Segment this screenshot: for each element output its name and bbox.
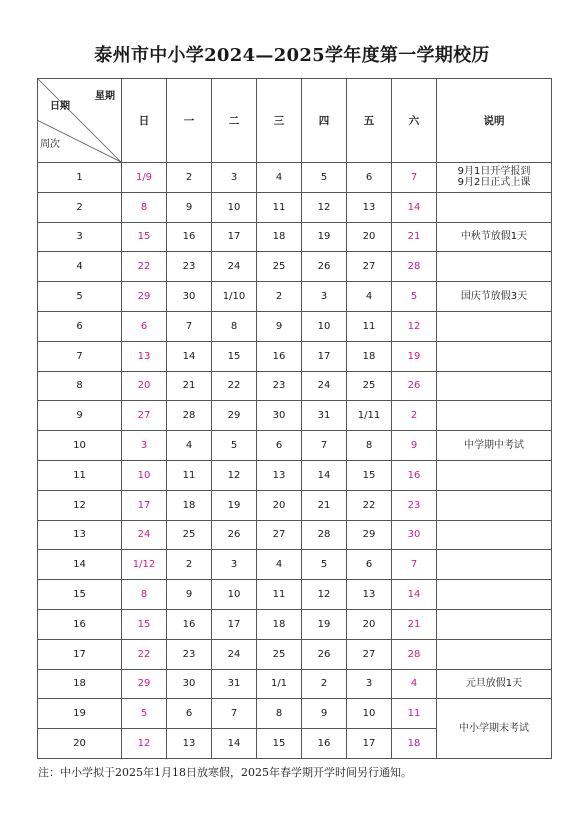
week-number-cell: 15: [38, 580, 122, 610]
date-cell-wed: 8: [257, 699, 302, 729]
date-cell-fri: 20: [347, 222, 392, 252]
date-cell-sat: 4: [392, 669, 437, 699]
note-cell: [437, 163, 552, 193]
date-cell-tue: 26: [212, 520, 257, 550]
week-number-cell: 2: [38, 192, 122, 222]
date-cell-thu: 17: [302, 341, 347, 371]
note-cell: [437, 490, 552, 520]
note-cell: [437, 550, 552, 580]
date-cell-tue: 24: [212, 639, 257, 669]
school-calendar-table: [37, 78, 552, 759]
date-cell-thu: 14: [302, 460, 347, 490]
date-cell-wed: 9: [257, 311, 302, 341]
date-cell-thu: 7: [302, 431, 347, 461]
date-cell-mon: 4: [167, 431, 212, 461]
day-header-fri: 五: [347, 79, 392, 163]
date-cell-sun: 15: [122, 222, 167, 252]
note-cell: [437, 282, 552, 312]
week-number-cell: 3: [38, 222, 122, 252]
week-number-cell: 5: [38, 282, 122, 312]
date-cell-sun: 22: [122, 639, 167, 669]
table-row: [38, 669, 552, 699]
date-cell-sat: 12: [392, 311, 437, 341]
note-cell: [437, 252, 552, 282]
date-cell-wed: 1/1: [257, 669, 302, 699]
note-cell: [437, 311, 552, 341]
date-cell-fri: 8: [347, 431, 392, 461]
date-cell-fri: 17: [347, 729, 392, 759]
week-number-cell: 19: [38, 699, 122, 729]
date-cell-sun: 3: [122, 431, 167, 461]
table-row: [38, 580, 552, 610]
date-cell-sat: 14: [392, 192, 437, 222]
date-cell-mon: 13: [167, 729, 212, 759]
date-cell-sun: 8: [122, 192, 167, 222]
date-cell-wed: 27: [257, 520, 302, 550]
note-cell: [437, 699, 552, 759]
date-cell-thu: 19: [302, 609, 347, 639]
date-cell-mon: 2: [167, 163, 212, 193]
date-cell-sat: 26: [392, 371, 437, 401]
table-row: [38, 460, 552, 490]
date-cell-mon: 21: [167, 371, 212, 401]
note-cell: [437, 580, 552, 610]
date-cell-mon: 9: [167, 580, 212, 610]
date-cell-tue: 7: [212, 699, 257, 729]
date-cell-sat: 7: [392, 550, 437, 580]
corner-week-label: 周次: [40, 139, 60, 150]
table-row: [38, 401, 552, 431]
note-text: 9月2日正式上课: [457, 177, 531, 189]
date-cell-mon: 30: [167, 282, 212, 312]
date-cell-sun: 15: [122, 609, 167, 639]
date-cell-sat: 23: [392, 490, 437, 520]
date-cell-tue: 10: [212, 192, 257, 222]
note-cell: [437, 431, 552, 461]
date-cell-mon: 28: [167, 401, 212, 431]
table-row: [38, 252, 552, 282]
week-number-cell: 9: [38, 401, 122, 431]
note-cell: [437, 192, 552, 222]
date-cell-mon: 16: [167, 609, 212, 639]
table-row: [38, 192, 552, 222]
footnote: 注：中小学拟于2025年1月18日放寒假，2025年春学期开学时间另行通知。: [38, 766, 412, 779]
day-header-thu: 四: [302, 79, 347, 163]
date-cell-mon: 25: [167, 520, 212, 550]
week-number-cell: 6: [38, 311, 122, 341]
date-cell-mon: 7: [167, 311, 212, 341]
note-text: 元旦放假1天: [465, 678, 523, 690]
notes-header: 说明: [437, 79, 552, 163]
day-header-mon: 一: [167, 79, 212, 163]
date-cell-sun: 1/12: [122, 550, 167, 580]
day-header-sat: 六: [392, 79, 437, 163]
date-cell-tue: 14: [212, 729, 257, 759]
table-row: [38, 520, 552, 550]
date-cell-thu: 26: [302, 252, 347, 282]
date-cell-sat: 11: [392, 699, 437, 729]
date-cell-sat: 19: [392, 341, 437, 371]
date-cell-wed: 13: [257, 460, 302, 490]
date-cell-fri: 27: [347, 252, 392, 282]
date-cell-thu: 26: [302, 639, 347, 669]
table-row: [38, 341, 552, 371]
date-cell-tue: 8: [212, 311, 257, 341]
date-cell-wed: 4: [257, 163, 302, 193]
date-cell-sun: 29: [122, 669, 167, 699]
note-cell: [437, 460, 552, 490]
date-cell-sat: 2: [392, 401, 437, 431]
date-cell-sun: 12: [122, 729, 167, 759]
table-row: [38, 163, 552, 193]
date-cell-sat: 14: [392, 580, 437, 610]
note-text: 9月1日开学报到: [457, 166, 531, 178]
week-number-cell: 1: [38, 163, 122, 193]
week-number-cell: 10: [38, 431, 122, 461]
week-number-cell: 20: [38, 729, 122, 759]
date-cell-wed: 23: [257, 371, 302, 401]
date-cell-thu: 10: [302, 311, 347, 341]
date-cell-thu: 9: [302, 699, 347, 729]
date-cell-thu: 12: [302, 580, 347, 610]
date-cell-fri: 3: [347, 669, 392, 699]
date-cell-thu: 24: [302, 371, 347, 401]
date-cell-thu: 3: [302, 282, 347, 312]
date-cell-sat: 21: [392, 609, 437, 639]
date-cell-tue: 1/10: [212, 282, 257, 312]
date-cell-tue: 5: [212, 431, 257, 461]
calendar-body: [38, 163, 552, 759]
date-cell-thu: 31: [302, 401, 347, 431]
date-cell-fri: 1/11: [347, 401, 392, 431]
date-cell-tue: 3: [212, 550, 257, 580]
date-cell-wed: 2: [257, 282, 302, 312]
date-cell-sat: 18: [392, 729, 437, 759]
table-row: [38, 639, 552, 669]
week-number-cell: 16: [38, 609, 122, 639]
note-text: 中学期中考试: [464, 440, 524, 452]
date-cell-mon: 16: [167, 222, 212, 252]
date-cell-sun: 17: [122, 490, 167, 520]
date-cell-tue: 15: [212, 341, 257, 371]
date-cell-fri: 25: [347, 371, 392, 401]
date-cell-fri: 29: [347, 520, 392, 550]
date-cell-wed: 18: [257, 222, 302, 252]
date-cell-fri: 6: [347, 163, 392, 193]
date-cell-wed: 25: [257, 639, 302, 669]
note-cell: [437, 520, 552, 550]
date-cell-tue: 12: [212, 460, 257, 490]
date-cell-fri: 13: [347, 192, 392, 222]
week-number-cell: 13: [38, 520, 122, 550]
date-cell-thu: 5: [302, 550, 347, 580]
date-cell-sat: 21: [392, 222, 437, 252]
date-cell-tue: 19: [212, 490, 257, 520]
day-header-wed: 三: [257, 79, 302, 163]
note-cell: [437, 341, 552, 371]
corner-header-cell: [38, 79, 122, 163]
table-row: [38, 490, 552, 520]
table-row: [38, 550, 552, 580]
date-cell-wed: 11: [257, 580, 302, 610]
date-cell-thu: 2: [302, 669, 347, 699]
table-row: [38, 609, 552, 639]
date-cell-wed: 11: [257, 192, 302, 222]
date-cell-tue: 10: [212, 580, 257, 610]
note-cell: [437, 639, 552, 669]
date-cell-fri: 22: [347, 490, 392, 520]
date-cell-mon: 23: [167, 252, 212, 282]
week-number-cell: 4: [38, 252, 122, 282]
date-cell-mon: 30: [167, 669, 212, 699]
note-cell: [437, 401, 552, 431]
day-header-sun: 日: [122, 79, 167, 163]
date-cell-sun: 10: [122, 460, 167, 490]
date-cell-mon: 23: [167, 639, 212, 669]
date-cell-wed: 18: [257, 609, 302, 639]
date-cell-thu: 16: [302, 729, 347, 759]
week-number-cell: 7: [38, 341, 122, 371]
table-row: [38, 222, 552, 252]
date-cell-sun: 5: [122, 699, 167, 729]
week-number-cell: 11: [38, 460, 122, 490]
date-cell-wed: 30: [257, 401, 302, 431]
date-cell-fri: 15: [347, 460, 392, 490]
date-cell-thu: 28: [302, 520, 347, 550]
date-cell-sun: 24: [122, 520, 167, 550]
date-cell-sat: 9: [392, 431, 437, 461]
date-cell-sat: 16: [392, 460, 437, 490]
date-cell-tue: 22: [212, 371, 257, 401]
date-cell-tue: 17: [212, 609, 257, 639]
date-cell-tue: 3: [212, 163, 257, 193]
date-cell-mon: 18: [167, 490, 212, 520]
date-cell-sun: 13: [122, 341, 167, 371]
date-cell-sat: 7: [392, 163, 437, 193]
week-number-cell: 12: [38, 490, 122, 520]
date-cell-wed: 20: [257, 490, 302, 520]
page-title: 泰州市中小学2024—2025学年度第一学期校历: [94, 45, 490, 66]
date-cell-sun: 27: [122, 401, 167, 431]
date-cell-thu: 5: [302, 163, 347, 193]
note-cell: [437, 609, 552, 639]
date-cell-sat: 28: [392, 639, 437, 669]
date-cell-sun: 6: [122, 311, 167, 341]
date-cell-tue: 31: [212, 669, 257, 699]
corner-weekday-label: 星期: [95, 91, 115, 102]
date-cell-mon: 6: [167, 699, 212, 729]
table-row: [38, 311, 552, 341]
week-number-cell: 8: [38, 371, 122, 401]
date-cell-sat: 5: [392, 282, 437, 312]
note-text: 中秋节放假1天: [460, 231, 528, 243]
date-cell-fri: 27: [347, 639, 392, 669]
date-cell-wed: 4: [257, 550, 302, 580]
table-row: [38, 699, 552, 729]
date-cell-sun: 22: [122, 252, 167, 282]
date-cell-wed: 15: [257, 729, 302, 759]
date-cell-mon: 9: [167, 192, 212, 222]
date-cell-wed: 16: [257, 341, 302, 371]
table-row: [38, 431, 552, 461]
date-cell-fri: 10: [347, 699, 392, 729]
date-cell-mon: 2: [167, 550, 212, 580]
date-cell-thu: 21: [302, 490, 347, 520]
date-cell-sun: 1/9: [122, 163, 167, 193]
date-cell-sun: 8: [122, 580, 167, 610]
table-row: [38, 371, 552, 401]
week-number-cell: 14: [38, 550, 122, 580]
date-cell-sun: 20: [122, 371, 167, 401]
date-cell-sat: 28: [392, 252, 437, 282]
date-cell-thu: 12: [302, 192, 347, 222]
date-cell-wed: 6: [257, 431, 302, 461]
note-text: 中小学期末考试: [459, 723, 529, 735]
date-cell-fri: 11: [347, 311, 392, 341]
date-cell-fri: 13: [347, 580, 392, 610]
date-cell-thu: 19: [302, 222, 347, 252]
date-cell-fri: 4: [347, 282, 392, 312]
header-row: [38, 79, 552, 163]
date-cell-sun: 29: [122, 282, 167, 312]
note-cell: [437, 669, 552, 699]
date-cell-sat: 30: [392, 520, 437, 550]
date-cell-wed: 25: [257, 252, 302, 282]
note-text: 国庆节放假3天: [460, 291, 528, 303]
date-cell-fri: 18: [347, 341, 392, 371]
note-cell: [437, 371, 552, 401]
date-cell-mon: 11: [167, 460, 212, 490]
week-number-cell: 17: [38, 639, 122, 669]
date-cell-fri: 20: [347, 609, 392, 639]
table-row: [38, 282, 552, 312]
corner-date-label: 日期: [50, 101, 70, 112]
date-cell-tue: 17: [212, 222, 257, 252]
note-cell: [437, 222, 552, 252]
week-number-cell: 18: [38, 669, 122, 699]
date-cell-tue: 24: [212, 252, 257, 282]
date-cell-tue: 29: [212, 401, 257, 431]
day-header-tue: 二: [212, 79, 257, 163]
date-cell-fri: 6: [347, 550, 392, 580]
date-cell-mon: 14: [167, 341, 212, 371]
